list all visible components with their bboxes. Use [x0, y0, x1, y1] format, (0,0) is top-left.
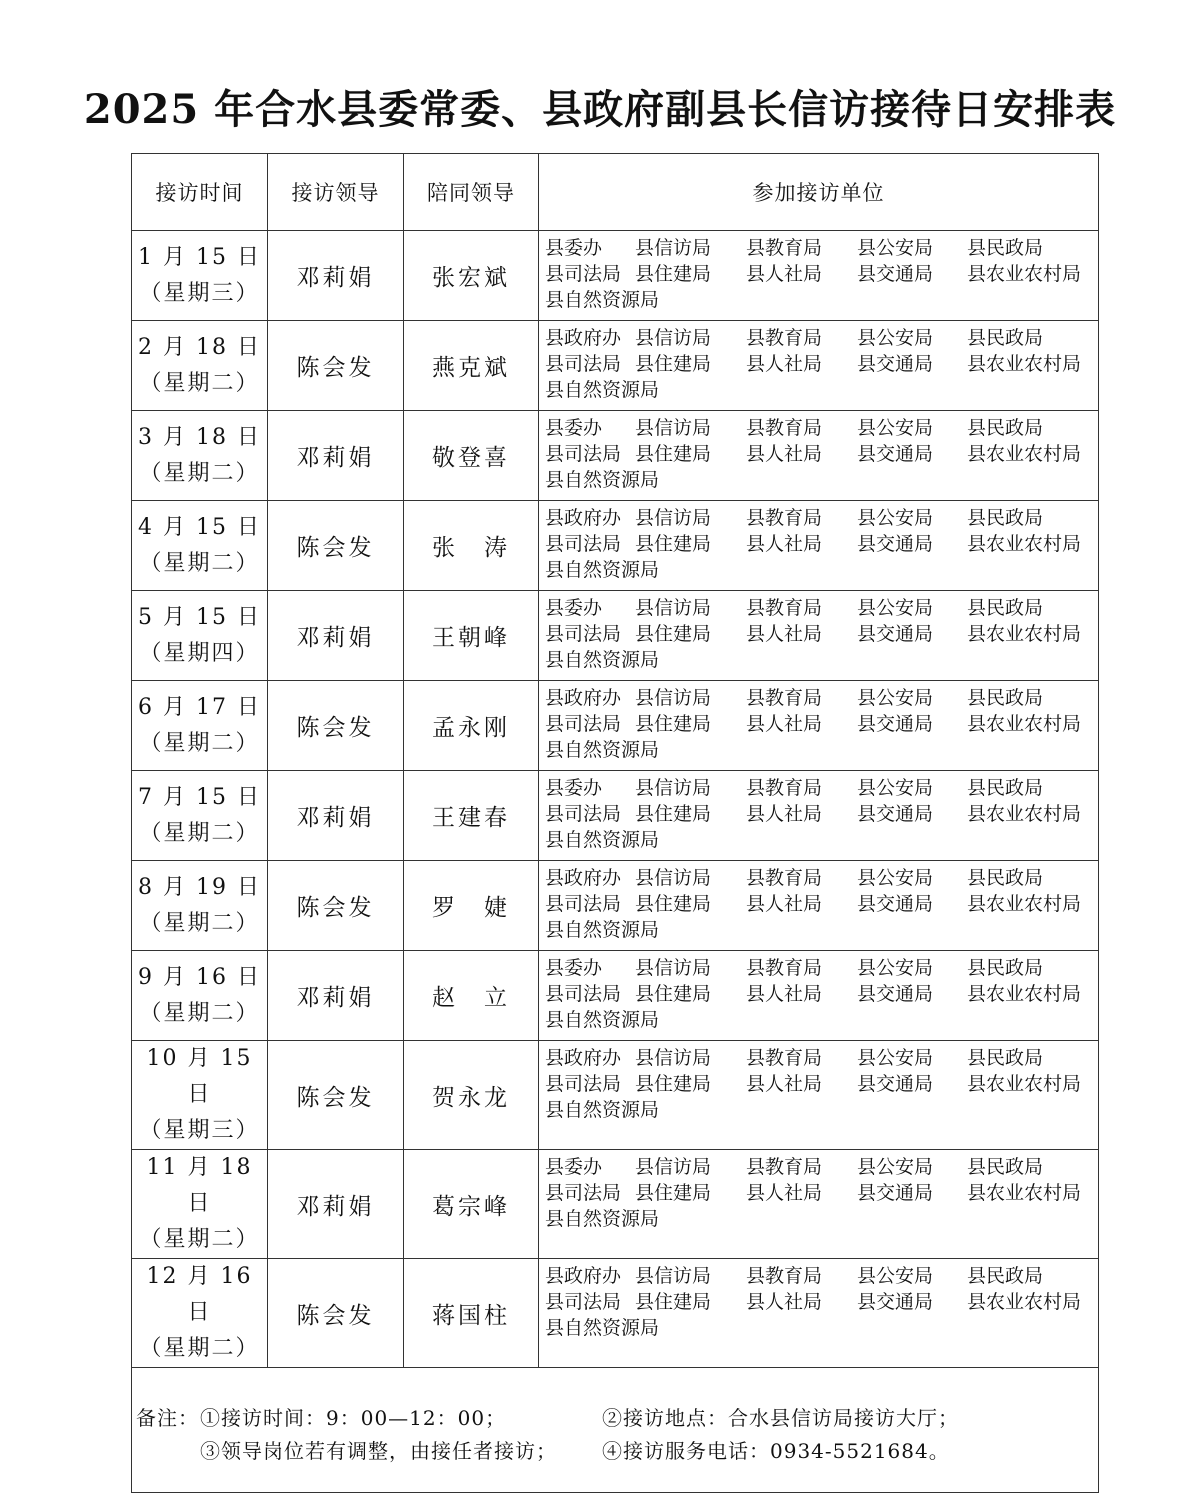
leader-cell: 邓莉娟: [268, 591, 404, 681]
units-line: [545, 865, 1098, 891]
date-cell: [132, 501, 268, 591]
units-line: [545, 1263, 1098, 1289]
date-text: 10 月 15 日: [146, 1046, 253, 1107]
leader-cell: 邓莉娟: [268, 1150, 404, 1259]
note-time: ①接访时间：9：00—12：00；: [200, 1406, 507, 1430]
unit-name: 县委办: [545, 597, 603, 619]
weekday-text: （星期二）: [139, 1227, 260, 1252]
companion-cell: 贺永龙: [404, 1041, 539, 1150]
table-row: [132, 1150, 1099, 1259]
date-cell: [132, 1150, 268, 1259]
unit-name: 县信访局: [635, 777, 712, 799]
units-line: [545, 415, 1098, 441]
date-cell: [132, 321, 268, 411]
unit-name: 县司法局: [545, 983, 622, 1005]
unit-name: 县农业农村局: [967, 893, 1082, 915]
unit-name: 县信访局: [635, 957, 712, 979]
units-line: [545, 441, 1098, 467]
unit-name: 县信访局: [635, 1265, 712, 1287]
unit-name: 县政府办: [545, 507, 622, 529]
weekday-text: （星期二）: [139, 460, 260, 486]
weekday-text: （星期三）: [139, 280, 260, 306]
units-cell: [539, 411, 1099, 501]
weekday-text: （星期二）: [139, 910, 260, 936]
companion-cell: 王朝峰: [404, 591, 539, 681]
weekday-text: （星期三）: [139, 1118, 260, 1143]
companion-cell: 罗 婕: [404, 861, 539, 951]
unit-name: 县农业农村局: [967, 803, 1082, 825]
unit-name: 县住建局: [635, 803, 712, 825]
units-cell: [539, 1041, 1099, 1150]
unit-name: 县自然资源局: [545, 379, 660, 401]
date-cell: [132, 411, 268, 501]
unit-name: 县信访局: [635, 687, 712, 709]
unit-name: 县人社局: [746, 803, 823, 825]
leader-cell: 邓莉娟: [268, 231, 404, 321]
date-text: 11 月 18 日: [146, 1155, 253, 1216]
unit-name: 县信访局: [635, 597, 712, 619]
unit-name: 县公安局: [857, 1265, 934, 1287]
note-phone: ④接访服务电话：0934-5521684。: [602, 1439, 950, 1463]
unit-name: 县交通局: [857, 623, 934, 645]
unit-name: 县公安局: [857, 687, 934, 709]
unit-name: 县民政局: [967, 417, 1044, 439]
unit-name: 县人社局: [746, 353, 823, 375]
unit-name: 县农业农村局: [967, 353, 1082, 375]
units-line: [545, 1289, 1098, 1315]
unit-name: 县民政局: [967, 777, 1044, 799]
unit-name: 县住建局: [635, 623, 712, 645]
unit-name: 县司法局: [545, 1182, 622, 1204]
unit-name: 县委办: [545, 957, 603, 979]
unit-name: 县教育局: [746, 1265, 823, 1287]
unit-name: 县司法局: [545, 623, 622, 645]
unit-name: 县信访局: [635, 417, 712, 439]
notes-label: 备注：: [136, 1406, 199, 1430]
unit-name: 县教育局: [746, 237, 823, 259]
units-line: [545, 557, 1098, 583]
units-line: [545, 775, 1098, 801]
units-line: [545, 235, 1098, 261]
weekday-text: （星期二）: [139, 370, 260, 396]
unit-name: 县农业农村局: [967, 623, 1082, 645]
unit-name: 县司法局: [545, 1291, 622, 1313]
unit-name: 县司法局: [545, 533, 622, 555]
unit-name: 县自然资源局: [545, 469, 660, 491]
unit-name: 县教育局: [746, 507, 823, 529]
units-cell: [539, 231, 1099, 321]
companion-cell: 王建春: [404, 771, 539, 861]
note-location: ②接访地点：合水县信访局接访大厅；: [602, 1406, 959, 1430]
leader-cell: 陈会发: [268, 1041, 404, 1150]
header-units: 参加接访单位: [539, 154, 1099, 231]
unit-name: 县民政局: [967, 327, 1044, 349]
date-cell: [132, 231, 268, 321]
units-line: [545, 917, 1098, 943]
date-cell: [132, 1259, 268, 1368]
unit-name: 县教育局: [746, 597, 823, 619]
unit-name: 县交通局: [857, 533, 934, 555]
leader-cell: 邓莉娟: [268, 411, 404, 501]
unit-name: 县公安局: [857, 417, 934, 439]
unit-name: 县司法局: [545, 353, 622, 375]
unit-name: 县自然资源局: [545, 649, 660, 671]
unit-name: 县教育局: [746, 867, 823, 889]
unit-name: 县农业农村局: [967, 1073, 1082, 1095]
unit-name: 县自然资源局: [545, 1099, 660, 1121]
unit-name: 县自然资源局: [545, 559, 660, 581]
unit-name: 县民政局: [967, 237, 1044, 259]
units-line: [545, 711, 1098, 737]
companion-cell: 燕克斌: [404, 321, 539, 411]
table-row: [132, 771, 1099, 861]
unit-name: 县交通局: [857, 713, 934, 735]
unit-name: 县民政局: [967, 687, 1044, 709]
unit-name: 县交通局: [857, 893, 934, 915]
unit-name: 县司法局: [545, 263, 622, 285]
units-line: [545, 467, 1098, 493]
unit-name: 县委办: [545, 417, 603, 439]
table-row: [132, 411, 1099, 501]
unit-name: 县委办: [545, 1156, 603, 1178]
units-cell: [539, 771, 1099, 861]
unit-name: 县交通局: [857, 983, 934, 1005]
companion-cell: 葛宗峰: [404, 1150, 539, 1259]
companion-cell: 张 涛: [404, 501, 539, 591]
units-cell: [539, 1150, 1099, 1259]
unit-name: 县农业农村局: [967, 1182, 1082, 1204]
units-line: [545, 261, 1098, 287]
units-cell: [539, 861, 1099, 951]
units-line: [545, 377, 1098, 403]
companion-cell: 蒋国柱: [404, 1259, 539, 1368]
unit-name: 县司法局: [545, 713, 622, 735]
units-line: [545, 1180, 1098, 1206]
units-line: [545, 827, 1098, 853]
date-text: 4 月 15 日: [138, 514, 261, 540]
date-cell: [132, 951, 268, 1041]
date-text: 9 月 16 日: [138, 964, 261, 990]
unit-name: 县交通局: [857, 803, 934, 825]
units-line: [545, 351, 1098, 377]
units-line: [545, 737, 1098, 763]
unit-name: 县民政局: [967, 1047, 1044, 1069]
date-text: 12 月 16 日: [146, 1264, 253, 1325]
unit-name: 县住建局: [635, 893, 712, 915]
unit-name: 县人社局: [746, 713, 823, 735]
units-line: [545, 1007, 1098, 1033]
date-cell: [132, 861, 268, 951]
unit-name: 县信访局: [635, 237, 712, 259]
unit-name: 县自然资源局: [545, 1009, 660, 1031]
unit-name: 县住建局: [635, 443, 712, 465]
weekday-text: （星期二）: [139, 1000, 260, 1026]
companion-cell: 张宏斌: [404, 231, 539, 321]
leader-cell: 陈会发: [268, 861, 404, 951]
units-line: [545, 955, 1098, 981]
unit-name: 县公安局: [857, 597, 934, 619]
unit-name: 县自然资源局: [545, 289, 660, 311]
table-row: [132, 861, 1099, 951]
unit-name: 县人社局: [746, 983, 823, 1005]
unit-name: 县政府办: [545, 687, 622, 709]
unit-name: 县交通局: [857, 1291, 934, 1313]
table-row: [132, 1259, 1099, 1368]
unit-name: 县政府办: [545, 1265, 622, 1287]
unit-name: 县人社局: [746, 443, 823, 465]
units-cell: [539, 321, 1099, 411]
unit-name: 县农业农村局: [967, 713, 1082, 735]
date-text: 8 月 19 日: [138, 874, 261, 900]
units-line: [545, 1315, 1098, 1341]
unit-name: 县交通局: [857, 353, 934, 375]
date-text: 3 月 18 日: [138, 424, 261, 450]
table-row: [132, 591, 1099, 681]
header-time: 接访时间: [132, 154, 268, 231]
note-adjustment: ③领导岗位若有调整，由接任者接访；: [200, 1439, 557, 1463]
table-row: [132, 231, 1099, 321]
units-cell: [539, 501, 1099, 591]
unit-name: 县信访局: [635, 507, 712, 529]
units-line: [545, 287, 1098, 313]
unit-name: 县信访局: [635, 1156, 712, 1178]
header-row: [132, 154, 1099, 231]
unit-name: 县信访局: [635, 327, 712, 349]
unit-name: 县委办: [545, 237, 603, 259]
unit-name: 县农业农村局: [967, 1291, 1082, 1313]
schedule-body: [132, 231, 1099, 1368]
unit-name: 县交通局: [857, 443, 934, 465]
units-line: [545, 1206, 1098, 1232]
unit-name: 县政府办: [545, 1047, 622, 1069]
unit-name: 县自然资源局: [545, 739, 660, 761]
unit-name: 县住建局: [635, 1291, 712, 1313]
unit-name: 县公安局: [857, 507, 934, 529]
units-cell: [539, 951, 1099, 1041]
units-line: [545, 595, 1098, 621]
unit-name: 县住建局: [635, 1073, 712, 1095]
units-cell: [539, 1259, 1099, 1368]
weekday-text: （星期二）: [139, 550, 260, 576]
unit-name: 县政府办: [545, 867, 622, 889]
date-text: 1 月 15 日: [138, 244, 261, 270]
unit-name: 县人社局: [746, 1073, 823, 1095]
header-leader: 接访领导: [268, 154, 404, 231]
units-line: [545, 1154, 1098, 1180]
units-line: [545, 325, 1098, 351]
units-cell: [539, 591, 1099, 681]
unit-name: 县住建局: [635, 263, 712, 285]
unit-name: 县农业农村局: [967, 983, 1082, 1005]
table-row: [132, 1041, 1099, 1150]
leader-cell: 陈会发: [268, 1259, 404, 1368]
notes-cell: [132, 1368, 1099, 1493]
units-line: [545, 981, 1098, 1007]
units-line: [545, 1045, 1098, 1071]
table-row: [132, 501, 1099, 591]
unit-name: 县教育局: [746, 1156, 823, 1178]
date-cell: [132, 771, 268, 861]
unit-name: 县民政局: [967, 867, 1044, 889]
units-line: [545, 685, 1098, 711]
leader-cell: 邓莉娟: [268, 951, 404, 1041]
units-line: [545, 531, 1098, 557]
unit-name: 县司法局: [545, 1073, 622, 1095]
companion-cell: 赵 立: [404, 951, 539, 1041]
unit-name: 县人社局: [746, 263, 823, 285]
unit-name: 县交通局: [857, 1182, 934, 1204]
unit-name: 县人社局: [746, 893, 823, 915]
unit-name: 县公安局: [857, 237, 934, 259]
date-text: 5 月 15 日: [138, 604, 261, 630]
unit-name: 县民政局: [967, 1265, 1044, 1287]
unit-name: 县教育局: [746, 687, 823, 709]
unit-name: 县公安局: [857, 957, 934, 979]
unit-name: 县民政局: [967, 957, 1044, 979]
unit-name: 县人社局: [746, 1291, 823, 1313]
unit-name: 县住建局: [635, 983, 712, 1005]
schedule-table: [131, 153, 1099, 1493]
unit-name: 县公安局: [857, 777, 934, 799]
table-row: [132, 951, 1099, 1041]
unit-name: 县农业农村局: [967, 443, 1082, 465]
leader-cell: 邓莉娟: [268, 771, 404, 861]
units-line: [545, 621, 1098, 647]
weekday-text: （星期四）: [139, 640, 260, 666]
leader-cell: 陈会发: [268, 681, 404, 771]
unit-name: 县教育局: [746, 957, 823, 979]
unit-name: 县住建局: [635, 713, 712, 735]
unit-name: 县教育局: [746, 777, 823, 799]
date-text: 6 月 17 日: [138, 694, 261, 720]
unit-name: 县政府办: [545, 327, 622, 349]
date-cell: [132, 1041, 268, 1150]
unit-name: 县住建局: [635, 533, 712, 555]
weekday-text: （星期二）: [139, 1336, 260, 1361]
unit-name: 县自然资源局: [545, 919, 660, 941]
date-cell: [132, 681, 268, 771]
unit-name: 县民政局: [967, 597, 1044, 619]
companion-cell: 孟永刚: [404, 681, 539, 771]
date-text: 7 月 15 日: [138, 784, 261, 810]
unit-name: 县委办: [545, 777, 603, 799]
unit-name: 县住建局: [635, 353, 712, 375]
units-line: [545, 505, 1098, 531]
unit-name: 县民政局: [967, 1156, 1044, 1178]
unit-name: 县人社局: [746, 623, 823, 645]
date-text: 2 月 18 日: [138, 334, 261, 360]
unit-name: 县司法局: [545, 893, 622, 915]
unit-name: 县自然资源局: [545, 1317, 660, 1339]
header-companion: 陪同领导: [404, 154, 539, 231]
unit-name: 县人社局: [746, 533, 823, 555]
notes-row: [132, 1368, 1099, 1493]
date-cell: [132, 591, 268, 681]
table-row: [132, 321, 1099, 411]
weekday-text: （星期二）: [139, 820, 260, 846]
unit-name: 县农业农村局: [967, 533, 1082, 555]
unit-name: 县司法局: [545, 443, 622, 465]
units-line: [545, 891, 1098, 917]
leader-cell: 陈会发: [268, 321, 404, 411]
unit-name: 县自然资源局: [545, 1208, 660, 1230]
unit-name: 县信访局: [635, 867, 712, 889]
units-cell: [539, 681, 1099, 771]
unit-name: 县民政局: [967, 507, 1044, 529]
leader-cell: 陈会发: [268, 501, 404, 591]
table-row: [132, 681, 1099, 771]
unit-name: 县自然资源局: [545, 829, 660, 851]
units-line: [545, 647, 1098, 673]
unit-name: 县农业农村局: [967, 263, 1082, 285]
unit-name: 县公安局: [857, 1156, 934, 1178]
unit-name: 县公安局: [857, 1047, 934, 1069]
unit-name: 县住建局: [635, 1182, 712, 1204]
units-line: [545, 801, 1098, 827]
companion-cell: 敬登喜: [404, 411, 539, 501]
unit-name: 县信访局: [635, 1047, 712, 1069]
unit-name: 县交通局: [857, 1073, 934, 1095]
units-line: [545, 1071, 1098, 1097]
unit-name: 县教育局: [746, 1047, 823, 1069]
unit-name: 县公安局: [857, 867, 934, 889]
unit-name: 县交通局: [857, 263, 934, 285]
unit-name: 县司法局: [545, 803, 622, 825]
units-line: [545, 1097, 1098, 1123]
weekday-text: （星期二）: [139, 730, 260, 756]
unit-name: 县教育局: [746, 327, 823, 349]
unit-name: 县教育局: [746, 417, 823, 439]
page-title: 2025 年合水县委常委、县政府副县长信访接待日安排表: [83, 86, 1117, 133]
unit-name: 县公安局: [857, 327, 934, 349]
unit-name: 县人社局: [746, 1182, 823, 1204]
